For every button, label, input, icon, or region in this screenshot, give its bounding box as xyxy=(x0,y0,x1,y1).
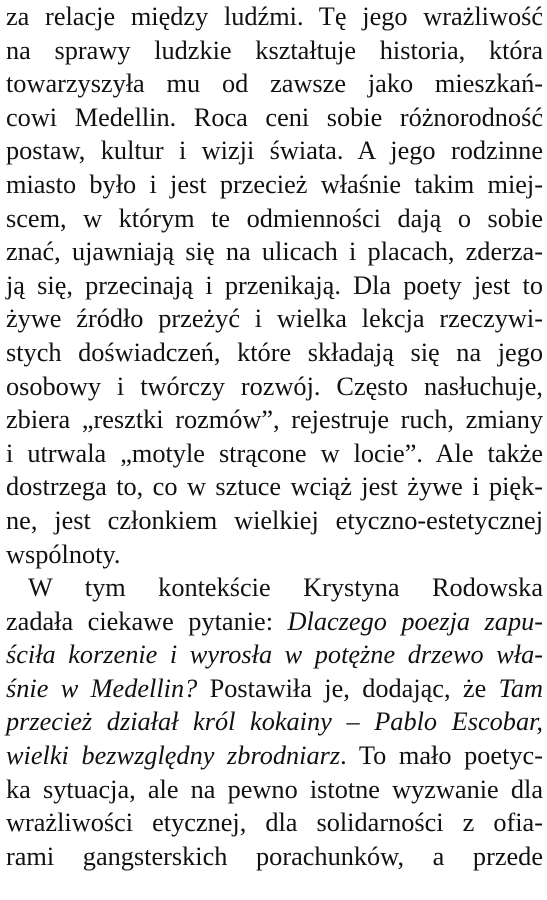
text-line xyxy=(6,705,543,739)
text-segment: stych doświadczeń, które składają się na jego xyxy=(6,337,543,367)
text-line xyxy=(6,605,543,639)
italic-text: ściła korzenie i wyrosła w potężne drzewo wła- xyxy=(6,640,543,670)
text-segment: scem, w którym te odmienności dają o sobie xyxy=(6,203,543,233)
text-line xyxy=(6,672,543,706)
text-segment: rami gangsterskich porachunków, a przede xyxy=(6,841,543,871)
text-line xyxy=(6,504,543,538)
paragraph xyxy=(6,571,543,873)
text-line xyxy=(6,302,543,336)
text-line xyxy=(6,538,543,572)
text-segment: wspólnoty. xyxy=(6,539,121,569)
text-segment: zbiera „resztki rozmów”, rejestruje ruch, zmiany xyxy=(6,405,543,435)
text-segment: żywe źródło przeżyć i wielka lekcja rzeczywi- xyxy=(6,304,543,334)
text-line xyxy=(6,235,543,269)
text-line xyxy=(6,840,543,874)
text-line xyxy=(6,571,543,605)
text-line xyxy=(6,638,543,672)
italic-text: Dlaczego poezja zapu- xyxy=(287,606,543,636)
italic-text: przecież działał król kokainy – Pablo Escobar, xyxy=(6,707,543,737)
text-segment: na sprawy ludzkie kształtuje historia, która xyxy=(6,35,543,65)
text-line xyxy=(6,202,543,236)
text-line xyxy=(6,370,543,404)
paragraph xyxy=(6,0,543,571)
text-line xyxy=(6,773,543,807)
text-line xyxy=(6,470,543,504)
text-segment: dostrzega to, co w sztuce wciąż jest żywe i pięk- xyxy=(6,472,543,502)
text-line xyxy=(6,101,543,135)
text-segment: i utrwala „motyle strącone w locie”. Ale także xyxy=(6,438,543,468)
text-segment: cowi Medellin. Roca ceni sobie różnorodność xyxy=(6,102,543,132)
text-line xyxy=(6,168,543,202)
text-segment: postaw, kultur i wizji świata. A jego rodzinne xyxy=(6,136,543,166)
text-segment: W tym kontekście Krystyna Rodowska xyxy=(28,573,543,603)
italic-text: Tam xyxy=(498,673,543,703)
text-segment: za relacje między ludźmi. Tę jego wrażliwość xyxy=(6,2,543,31)
text-segment: Postawiła je, dodając, że xyxy=(197,673,499,703)
text-segment: ka sytuacja, ale na pewno istotne wyzwanie dla xyxy=(6,774,543,804)
italic-text: wielki bezwzględny zbrodniarz xyxy=(6,741,341,771)
text-line xyxy=(6,739,543,773)
text-segment: miasto było i jest przecież właśnie takim miej- xyxy=(6,169,543,199)
text-line xyxy=(6,269,543,303)
text-segment: towarzyszyła mu od zawsze jako mieszkań- xyxy=(6,69,543,99)
text-line xyxy=(6,806,543,840)
text-segment: ją się, przecinają i przenikają. Dla poety jest to xyxy=(6,270,543,300)
text-line xyxy=(6,437,543,471)
text-line xyxy=(6,67,543,101)
text-line xyxy=(6,403,543,437)
text-line xyxy=(6,34,543,68)
text-line xyxy=(6,134,543,168)
text-segment: osobowy i twórczy rozwój. Często nasłuchuje, xyxy=(6,371,543,401)
italic-text: śnie w Medellin? xyxy=(6,673,198,703)
text-segment: znać, ujawniają się na ulicach i placach, zderza- xyxy=(6,237,543,267)
text-line xyxy=(6,0,543,34)
text-segment: . To mało poetyc- xyxy=(340,741,543,771)
text-segment: ne, jest członkiem wielkiej etyczno-estetycznej xyxy=(6,505,543,535)
text-segment: wrażliwości etycznej, dla solidarności z ofia- xyxy=(6,808,543,838)
book-page xyxy=(6,0,543,873)
text-line xyxy=(6,336,543,370)
text-segment: zadała ciekawe pytanie: xyxy=(6,606,288,636)
